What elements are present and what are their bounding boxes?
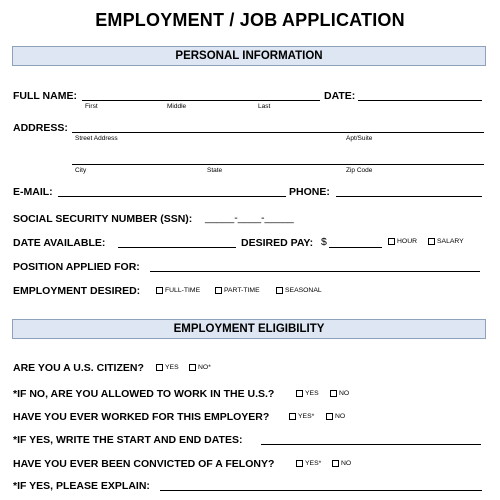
start-end-dates-label: *IF YES, WRITE THE START AND END DATES: [13, 434, 243, 446]
citizen-yes-checkbox[interactable] [156, 364, 163, 371]
date-available-field[interactable] [118, 247, 236, 248]
felony-no-option[interactable] [332, 460, 351, 467]
citizen-no-checkbox[interactable] [189, 364, 196, 371]
worked-yes-checkbox[interactable] [289, 413, 296, 420]
position-field[interactable] [150, 271, 480, 272]
apt-suite-caption: Apt/Suite [346, 135, 373, 142]
ssn-label: SOCIAL SECURITY NUMBER (SSN): [13, 213, 193, 225]
worked-before-question: HAVE YOU EVER WORKED FOR THIS EMPLOYER? [13, 411, 270, 423]
start-end-dates-field[interactable] [261, 444, 481, 445]
address-label: ADDRESS: [13, 122, 68, 134]
worked-yes-option[interactable] [289, 413, 314, 420]
employment-desired-label: EMPLOYMENT DESIRED: [13, 285, 141, 297]
felony-no-label: NO [341, 460, 352, 467]
part-time-option[interactable] [215, 287, 260, 294]
desired-pay-field[interactable] [329, 247, 382, 248]
email-label: E-MAIL: [13, 186, 53, 198]
ssn-field[interactable]: _____-____-_____ [205, 212, 294, 224]
full-time-label: FULL-TIME [165, 287, 201, 294]
hour-checkbox[interactable] [388, 238, 395, 245]
address-city-field[interactable] [72, 164, 484, 165]
phone-field[interactable] [336, 196, 482, 197]
full-name-field[interactable] [82, 100, 320, 101]
allowed-yes-label: YES [305, 390, 319, 397]
salary-checkbox[interactable] [428, 238, 435, 245]
worked-no-option[interactable] [326, 413, 345, 420]
date-label: DATE: [324, 90, 356, 102]
worked-no-label: NO [335, 413, 346, 420]
hour-label: HOUR [397, 238, 418, 245]
email-field[interactable] [58, 196, 286, 197]
worked-yes-label: YES* [298, 413, 315, 420]
worked-no-checkbox[interactable] [326, 413, 333, 420]
citizen-question: ARE YOU A U.S. CITIZEN? [13, 362, 144, 374]
allowed-no-label: NO [339, 390, 350, 397]
phone-label: PHONE: [289, 186, 330, 198]
felony-yes-option[interactable] [296, 460, 321, 467]
state-caption: State [207, 167, 223, 174]
allowed-no-checkbox[interactable] [330, 390, 337, 397]
citizen-yes-label: YES [165, 364, 179, 371]
position-label: POSITION APPLIED FOR: [13, 261, 140, 273]
seasonal-label: SEASONAL [285, 287, 322, 294]
desired-pay-label: DESIRED PAY: [241, 237, 314, 249]
full-name-first-caption: First [85, 103, 98, 110]
explain-field[interactable] [160, 490, 482, 491]
allowed-to-work-question: *IF NO, ARE YOU ALLOWED TO WORK IN THE U.S.? [13, 388, 275, 400]
allowed-no-option[interactable] [330, 390, 349, 397]
section-header-eligibility: EMPLOYMENT ELIGIBILITY [12, 319, 486, 339]
form-title: EMPLOYMENT / JOB APPLICATION [95, 10, 405, 30]
full-name-label: FULL NAME: [13, 90, 77, 102]
citizen-no-option[interactable] [189, 364, 211, 371]
salary-label: SALARY [437, 238, 464, 245]
city-caption: City [75, 167, 87, 174]
full-time-checkbox[interactable] [156, 287, 163, 294]
full-time-option[interactable] [156, 287, 200, 294]
address-street-field[interactable] [72, 132, 484, 133]
section-header-personal: PERSONAL INFORMATION [12, 46, 486, 66]
allowed-yes-option[interactable] [296, 390, 319, 397]
seasonal-option[interactable] [276, 287, 322, 294]
full-name-last-caption: Last [258, 103, 271, 110]
citizen-no-label: NO* [198, 364, 211, 371]
allowed-yes-checkbox[interactable] [296, 390, 303, 397]
street-address-caption: Street Address [75, 135, 118, 142]
date-available-label: DATE AVAILABLE: [13, 237, 106, 249]
full-name-middle-caption: Middle [167, 103, 187, 110]
felony-yes-checkbox[interactable] [296, 460, 303, 467]
zip-code-caption: Zip Code [346, 167, 373, 174]
explain-label: *IF YES, PLEASE EXPLAIN: [13, 480, 150, 492]
seasonal-checkbox[interactable] [276, 287, 283, 294]
pay-salary-option[interactable] [428, 238, 464, 245]
date-field[interactable] [358, 100, 482, 101]
felony-no-checkbox[interactable] [332, 460, 339, 467]
felony-question: HAVE YOU EVER BEEN CONVICTED OF A FELONY? [13, 458, 275, 470]
felony-yes-label: YES* [305, 460, 322, 467]
pay-hour-option[interactable] [388, 238, 417, 245]
citizen-yes-option[interactable] [156, 364, 179, 371]
part-time-label: PART-TIME [224, 287, 260, 294]
part-time-checkbox[interactable] [215, 287, 222, 294]
dollar-sign: $ [321, 236, 327, 248]
